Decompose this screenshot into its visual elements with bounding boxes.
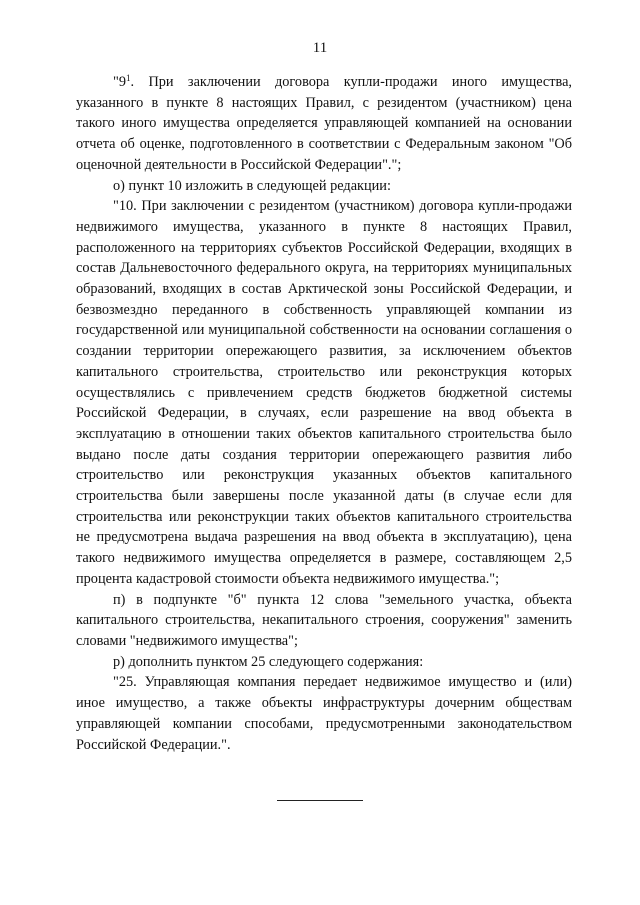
document-body [76, 72, 572, 755]
paragraph-superscript: 1 [126, 73, 131, 83]
paragraph-lead: "9 [113, 74, 126, 90]
paragraph-10: "10. При заключении с резидентом (участником) договора купли-продажи недвижимого имущества, указанного в пункте 8 настоящих Правил, расположенного на территориях субъектов Российской Федерации, входящих в состав Дальневосточного федерального округа, на территориях муниципальных образований, входящих в состав Арктической зоны Российской Федерации, и безвозмездно переданного в собственность управляющей компании из государственной или муниципальной собственности на основании соглашения о создании территории опережающего развития, за исключением объектов капитального строительства, строительство или реконструкция которых осуществлялись с привлечением средств бюджетов бюджетной системы Российской Федерации, в случаях, если разрешение на ввод объекта в эксплуатацию в отношении таких объектов капитального строительства было выдано после даты создания территории опережающего развития либо строительство или реконструкция указанных объектов капитального строительства были завершены после указанной даты (в случае если для строительства или реконструкции таких объектов капитального строительства не предусмотрена выдача разрешения на ввод объекта в эксплуатацию), цена такого недвижимого имущества определяется в размере, составляющем 2,5 процента кадастровой стоимости объекта недвижимого имущества."; [76, 198, 572, 587]
paragraph-9-1 [76, 72, 572, 176]
paragraph-item-o: о) пункт 10 изложить в следующей редакции: [113, 177, 391, 194]
paragraph-text: . При заключении договора купли-продажи иного имущества, указанного в пункте 8 настоящих Правил, с резидентом (участником) цена такого иного имущества определяется управляющей компанией на основании отчета об оценке, подготовленного в соответствии с Федеральным законом "Об оценочной деятельности в Российской Федерации"."; [76, 74, 572, 173]
page-number: 11 [312, 40, 328, 56]
paragraph-item-p: п) в подпункте "б" пункта 12 слова "земельного участка, объекта капитального строительства, некапитального строения, сооружения" заменить словами "недвижимого имущества"; [76, 591, 572, 649]
paragraph-item-r: р) дополнить пунктом 25 следующего содержания: [113, 653, 424, 670]
paragraph-25: "25. Управляющая компания передает недвижимое имущество и (или) иное имущество, а также объекты инфраструктуры дочерним обществам управляющей компании способами, предусмотренными законодательством Российской Федерации.". [76, 674, 572, 753]
closing-separator-line [277, 800, 363, 801]
